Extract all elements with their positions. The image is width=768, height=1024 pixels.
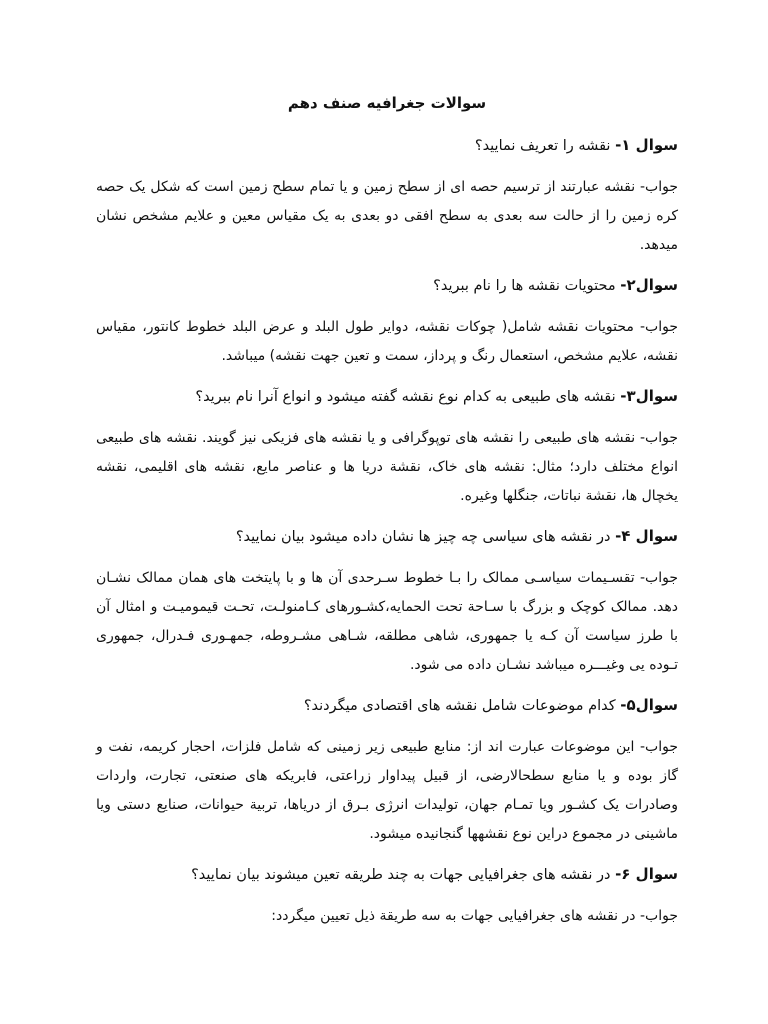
question-label: سوال۳- <box>620 387 678 405</box>
question-label: سوال۲- <box>620 276 678 294</box>
answer-1: جواب- نقشه عبارتند از ترسیم حصه ای از سطح زمین و یا تمام سطح زمین است که شکل یک حصه کره زمین را از حالت سه بعدی به سطح افقی دو بعدی به یک مقیاس معین و علایم مشخص نشان میدهد. <box>96 179 678 253</box>
question-2 <box>96 274 678 297</box>
question-label: سوال ۱- <box>615 136 678 154</box>
document-title: سوالات جغرافیه صنف دهم <box>287 94 487 112</box>
answer-6: جواب- در نقشه های جغرافیایی جهات به سه طریقة ذیل تعیین میگردد: <box>271 908 678 924</box>
question-5 <box>96 694 678 717</box>
question-6 <box>96 863 678 886</box>
question-text: نقشه های طبیعی به کدام نوع نقشه گفته میشود و انواع آنرا نام ببرید؟ <box>195 389 621 405</box>
question-text: محتویات نقشه ها را نام ببرید؟ <box>433 278 621 294</box>
answer-2: جواب- محتویات نقشه شامل( چوکات نقشه، دوایر طول البلد و عرض البلد خطوط کانتور، مقیاس نقشه، علایم مشخص، استعمال رنگ و پرداز، سمت و تعین جهت نقشه) میباشد. <box>96 319 678 364</box>
answer-3: جواب- نقشه های طبیعی را نقشه های توپوگرافی و یا نقشه های فزیکی نیز گویند. نقشه های طبیعی انواع مختلف دارد؛ مثال: نقشه های خاک، نقشة دریا ها و عناصر مایع، نقشه های اقلیمی، نقشه یخچال ها، نقشة نباتات، جنگلها وغیره. <box>96 430 678 504</box>
question-label: سوال۵- <box>620 696 678 714</box>
answer-4: جواب- تقسـیمات سیاسـی ممالک را بـا خطوط سـرحدی آن ها و با پایتخت های همان ممالک نشـان دهد. ممالک کوچک و بزرگ با سـاحة تحت الحمایه،کشـورهای کـامنولـت، تحـت قیمومیـت و امثال آن با طرز سیاست آن کـه یا جمهوری، شاهی مطلقه، شـاهی مشـروطه، جمهـوری فـدرال، جمهوری تـوده یی وغیـــره میباشد نشـان داده می شود. <box>96 570 678 673</box>
question-text: کدام موضوعات شامل نقشه های اقتصادی میگردند؟ <box>303 698 621 714</box>
question-text: در نقشه های سیاسی چه چیز ها نشان داده میشود بیان نمایید؟ <box>235 529 616 545</box>
question-3 <box>96 385 678 408</box>
question-1 <box>96 134 678 157</box>
answer-5: جواب- این موضوعات عبارت اند از: منابع طبیعی زیر زمینی که شامل فلزات، احجار کریمه، نفت و گاز بوده و یا منابع سطحالارضی، از قبیل پیداوار زراعتی، فابریکه های صنعتی، تجارت، واردات وصادرات یک کشـور ویا تمـام جهان، تولیدات انرژی بـرق از دریاها، تربیة حیوانات، صنایع دستی ویا ماشینی در مجموع دراین نوع نقشهها گنجانیده میشود. <box>96 739 678 842</box>
question-label: سوال ۴- <box>615 527 678 545</box>
question-text: نقشه را تعریف نمایید؟ <box>474 138 616 154</box>
question-4 <box>96 525 678 548</box>
question-text: در نقشه های جغرافیایی جهات به چند طریقه تعین میشوند بیان نمایید؟ <box>191 867 616 883</box>
question-label: سوال ۶- <box>615 865 678 883</box>
